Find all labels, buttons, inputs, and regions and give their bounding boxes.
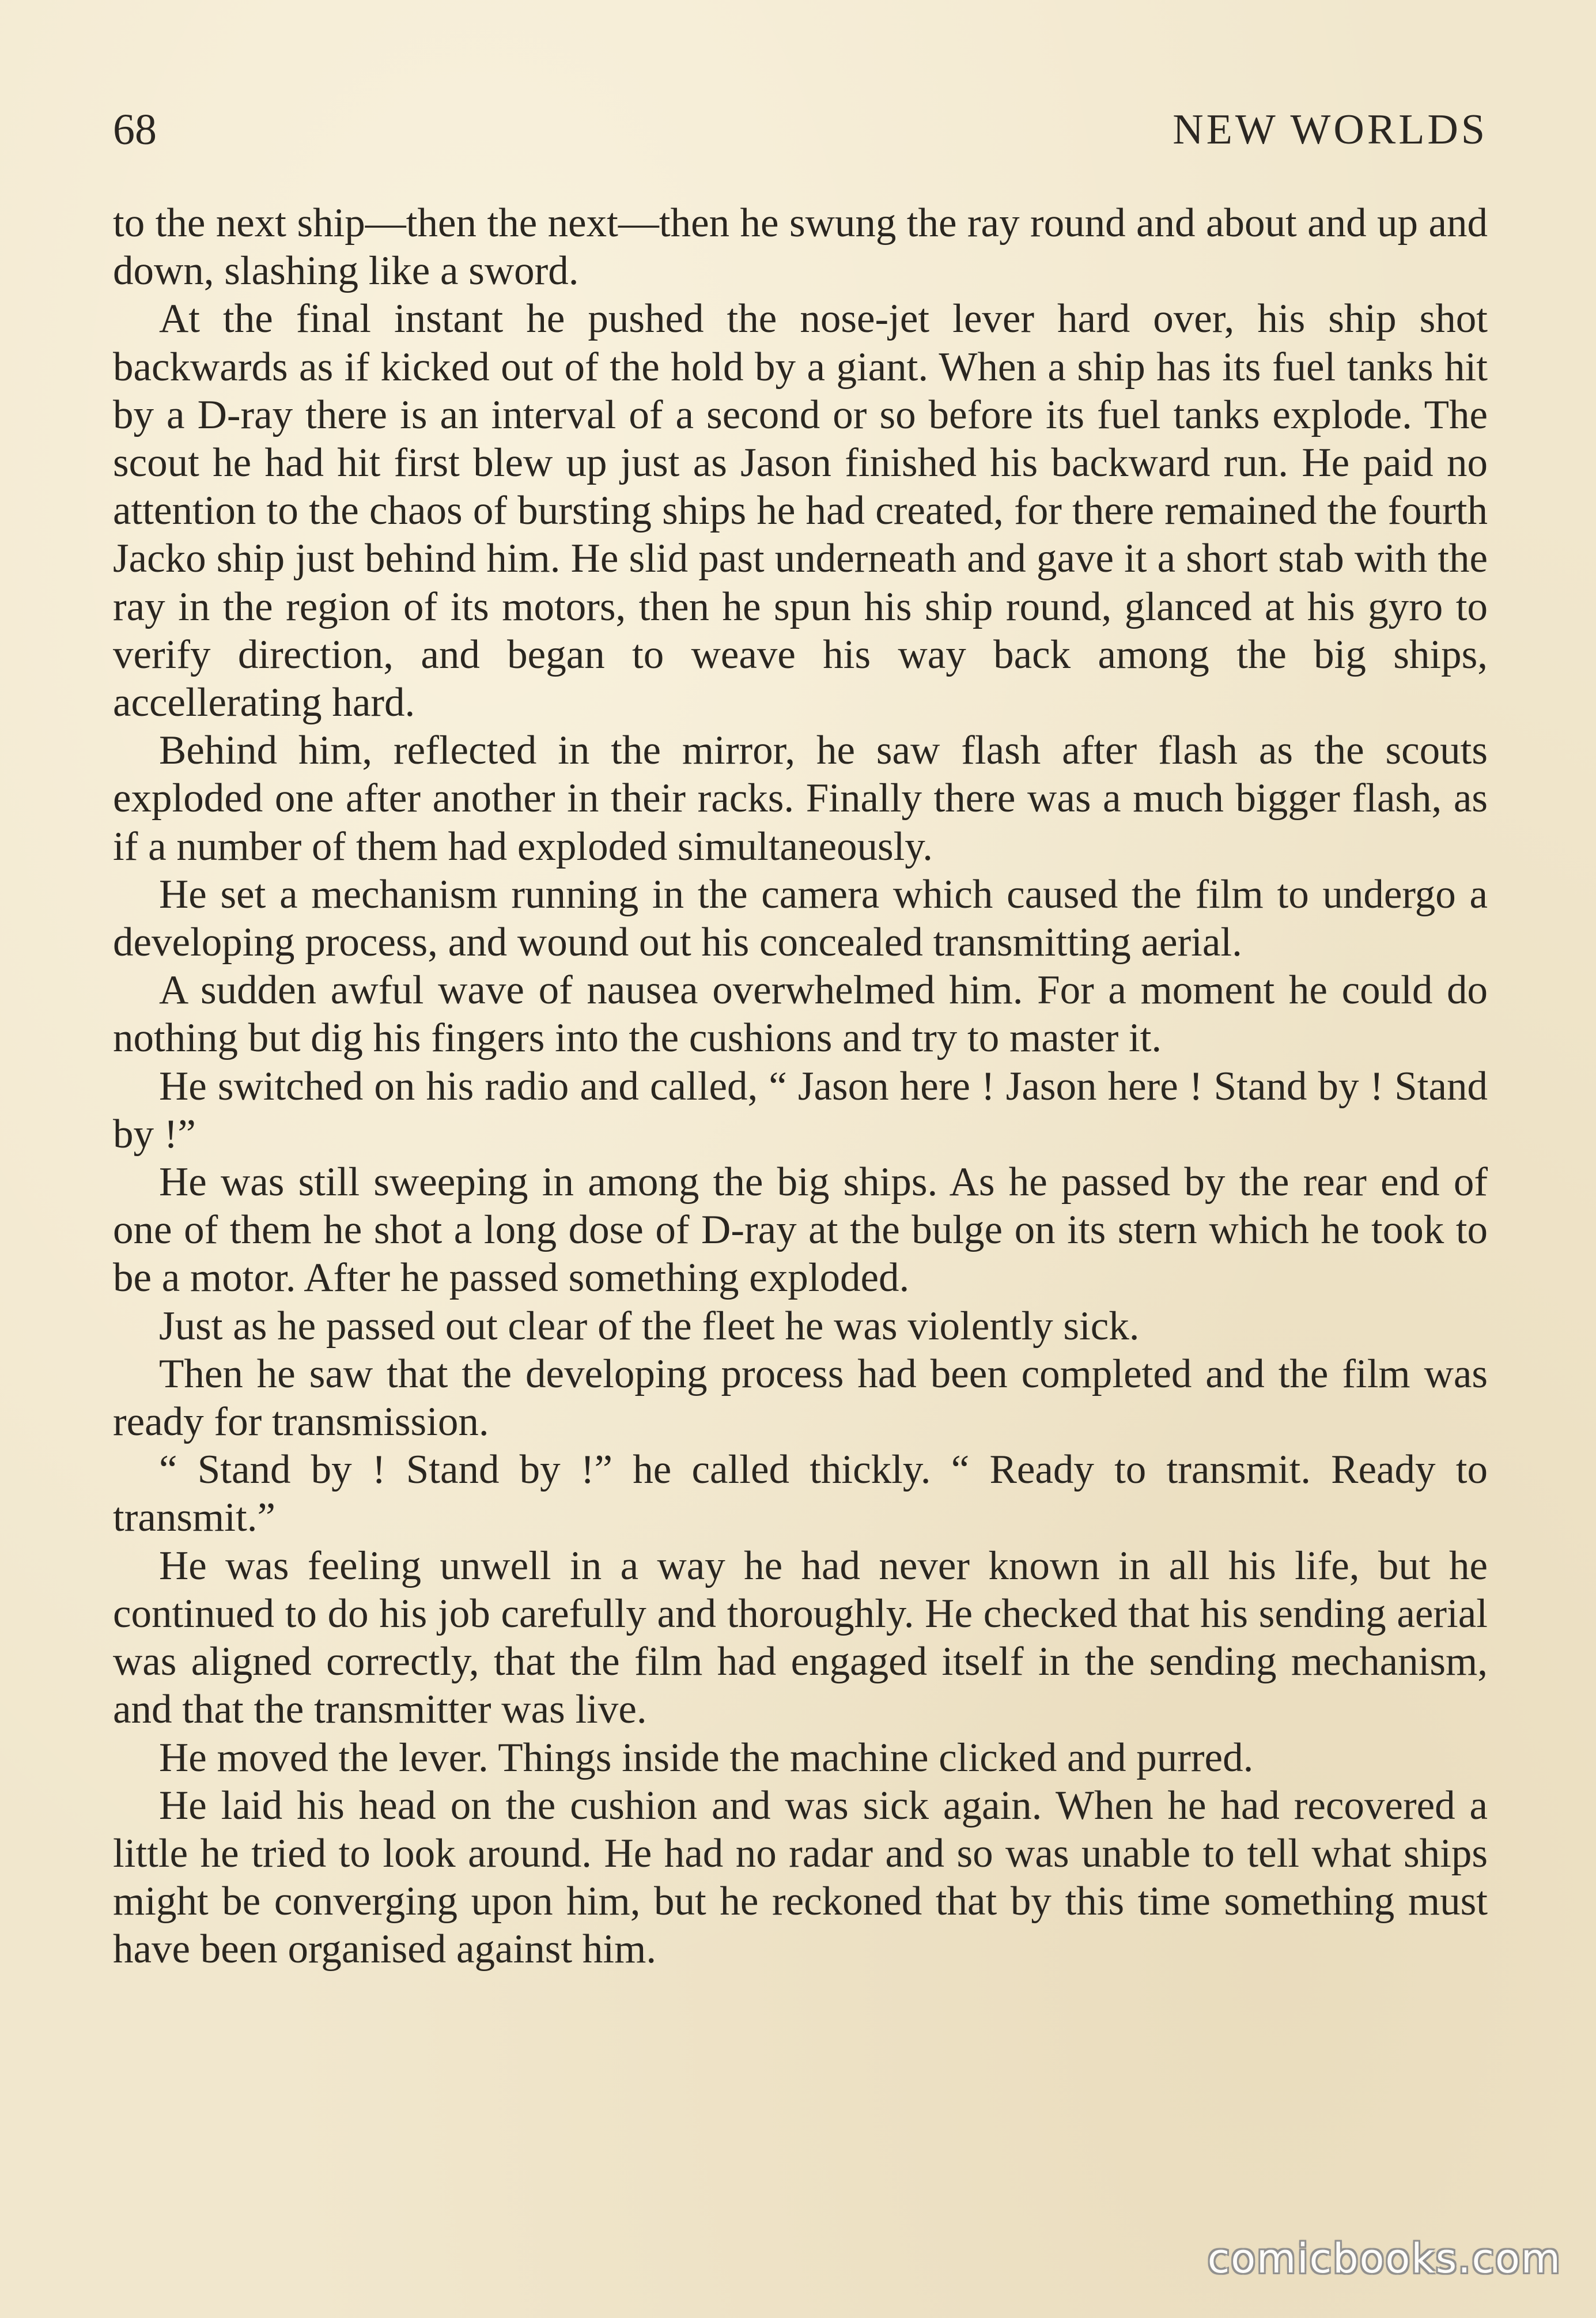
paragraph-11: He was feeling unwell in a way he had never known in all his life, but he continued to do his job carefully and thoroughly. He checked that his sending aerial was aligned correctly, that the film had engaged itself in the sending mechanism, and that the transmitter was live.	[113, 1543, 1488, 1732]
page-number: 68	[113, 105, 157, 154]
paragraph-7: He was still sweeping in among the big ships. As he passed by the rear end of one of them he shot a long dose of D-ray at the bulge on its stern which he took to be a motor. After he passed something exploded.	[113, 1160, 1488, 1301]
paragraph-12: He moved the lever. Things inside the machine clicked and purred.	[159, 1735, 1254, 1780]
watermark: comicbooks.com	[1207, 2235, 1561, 2282]
paragraph-5: A sudden awful wave of nausea overwhelmed him. For a moment he could do nothing but dig his fingers into the cushions and try to master it.	[113, 968, 1488, 1061]
paragraph-2: At the final instant he pushed the nose-jet lever hard over, his ship shot backwards as if kicked out of the hold by a giant. When a ship has its fuel tanks hit by a D-ray there is an interval of a second or so before its fuel tanks explode. The scout he had hit first blew up just as Jason finished his backward run. He paid no attention to the chaos of bursting ships he had created, for there remained the fourth Jacko ship just behind him. He slid past underneath and gave it a short stab with the ray in the region of its motors, then he spun his ship round, glanced at his gyro to verify direction, and began to weave his way back among the big ships, accellerating hard.	[113, 296, 1488, 726]
paragraph-13: He laid his head on the cushion and was sick again. When he had recovered a little he tried to look around. He had no radar and so was unable to tell what ships might be converging upon him, but he reckoned that by this time something must have been organised against him.	[113, 1783, 1488, 1972]
running-head	[113, 98, 1488, 161]
running-title: NEW WORLDS	[1173, 106, 1488, 153]
paragraph-1: to the next ship—then the next—then he swung the ray round and about and up and down, slashing like a sword.	[113, 201, 1488, 294]
paragraph-4: He set a mechanism running in the camera which caused the film to undergo a developing process, and wound out his concealed transmitting aerial.	[113, 871, 1488, 965]
paragraph-9: Then he saw that the developing process had been completed and the film was ready for transmission.	[113, 1351, 1488, 1445]
paragraph-8: Just as he passed out clear of the fleet he was violently sick.	[159, 1303, 1140, 1349]
paragraph-3: Behind him, reflected in the mirror, he saw flash after flash as the scouts exploded one after another in their racks. Finally there was a much bigger flash, as if a number of them had exploded simultaneously.	[113, 728, 1488, 869]
paragraph-6: He switched on his radio and called, “ Jason here ! Jason here ! Stand by ! Stand by !”	[113, 1063, 1488, 1157]
paragraph-10: “ Stand by ! Stand by !” he called thickly. “ Ready to transmit. Ready to transmit.”	[113, 1447, 1488, 1541]
body-text	[113, 199, 1488, 1974]
